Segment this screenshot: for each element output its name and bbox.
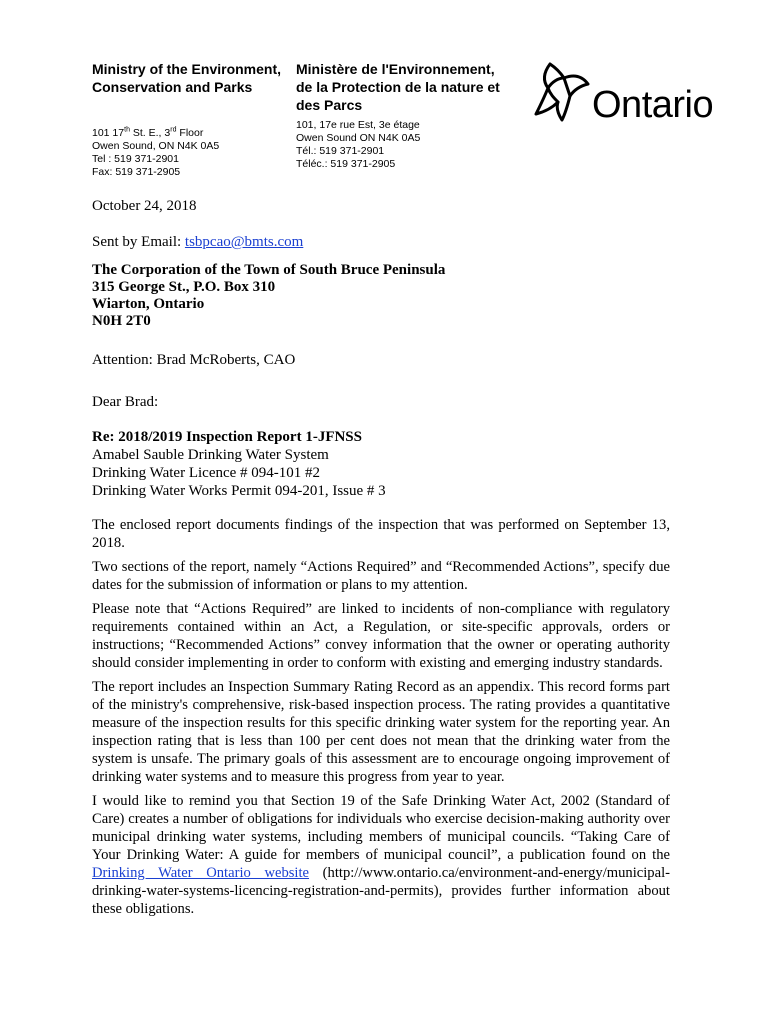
recipient-address bbox=[92, 262, 445, 330]
french-fax: Téléc.: 519 371-2905 bbox=[296, 158, 396, 170]
english-phone: Tel : 519 371-2901 bbox=[92, 153, 179, 165]
ministry-address-english bbox=[92, 127, 219, 179]
ontario-logo bbox=[530, 58, 720, 128]
sent-by-label: Sent by Email: bbox=[92, 234, 185, 250]
paragraph-2: Two sections of the report, namely “Actions Required” and “Recommended Actions”, specify due dates for the submission of information or plans to my attention. bbox=[92, 559, 670, 593]
letter-body bbox=[92, 516, 670, 924]
drinking-water-ontario-link[interactable]: Drinking Water Ontario website bbox=[92, 865, 310, 881]
english-address-line1: 101 17th St. E., 3rd Floor bbox=[92, 126, 204, 139]
french-address-line2: Owen Sound ON N4K 0A5 bbox=[296, 132, 421, 144]
subject-licence: Drinking Water Licence # 094-101 #2 bbox=[92, 465, 321, 481]
letter-date: October 24, 2018 bbox=[92, 198, 197, 214]
recipient-line2: 315 George St., P.O. Box 310 bbox=[92, 279, 276, 295]
paragraph-4: The report includes an Inspection Summary Rating Record as an appendix. This record forms part of the ministry's comprehensive, risk-based inspection process. The rating provides a quantitative measure of the inspection results for this specific drinking water system for the reporting year. An inspection rating that is less than 100 per cent does not mean that the drinking water from the system is unsafe. The primary goals of this assessment are to encourage ongoing improvement of drinking water systems and to measure this progress from year to year. bbox=[92, 679, 670, 785]
paragraph-1: The enclosed report documents findings of the inspection that was performed on September 13, 2018. bbox=[92, 517, 670, 551]
trillium-icon bbox=[530, 58, 594, 122]
subject-block bbox=[92, 428, 386, 500]
paragraph-5: I would like to remind you that Section 19 of the Safe Drinking Water Act, 2002 (Standard of Care) creates a number of obligations for individuals who exercise decision-making authority over municipal drinking water systems, including members of municipal councils. “Taking Care of Your Drinking Water: A guide for members of municipal council”, a publication found on the Drinking Water Ontario website (http://www.ontario.ca/environment-and-energy/municipal- drinking-water-systems-licencing-registration-and-permits), provides further information about these obligations. bbox=[92, 793, 670, 917]
subject-system: Amabel Sauble Drinking Water System bbox=[92, 447, 329, 463]
english-address-line2: Owen Sound, ON N4K 0A5 bbox=[92, 140, 220, 152]
ontario-logo-text: Ontario bbox=[592, 84, 714, 126]
ministry-name-french-line2: de la Protection de la nature et bbox=[296, 79, 500, 95]
ministry-name-french bbox=[296, 60, 500, 114]
ministry-name-french-line3: des Parcs bbox=[296, 97, 363, 113]
ministry-name-english bbox=[92, 60, 281, 96]
subject-permit: Drinking Water Works Permit 094-201, Issue # 3 bbox=[92, 483, 386, 499]
ministry-name-english-line1: Ministry of the Environment, bbox=[92, 61, 282, 77]
salutation: Dear Brad: bbox=[92, 394, 159, 410]
recipient-line3: Wiarton, Ontario bbox=[92, 296, 205, 312]
recipient-line1: The Corporation of the Town of South Bruce Peninsula bbox=[92, 262, 446, 278]
recipient-line4: N0H 2T0 bbox=[92, 313, 151, 329]
french-address-line1: 101, 17e rue Est, 3e étage bbox=[296, 119, 420, 131]
english-fax: Fax: 519 371-2905 bbox=[92, 166, 181, 178]
attention-line: Attention: Brad McRoberts, CAO bbox=[92, 352, 296, 368]
recipient-email-link[interactable]: tsbpcao@bmts.com bbox=[184, 234, 304, 250]
ministry-name-english-line2: Conservation and Parks bbox=[92, 79, 253, 95]
ministry-name-french-line1: Ministère de l'Environnement, bbox=[296, 61, 495, 77]
ministry-address-french bbox=[296, 119, 420, 171]
paragraph-3: Please note that “Actions Required” are linked to incidents of non-compliance with regulatory requirements contained within an Act, a Regulation, or site-specific approvals, orders or instructions; “Recommended Actions” convey information that the owner or operating authority should consider implementing in order to conform with existing and emerging industry standards. bbox=[92, 601, 670, 671]
french-phone: Tél.: 519 371-2901 bbox=[296, 145, 385, 157]
subject-line: Re: 2018/2019 Inspection Report 1-JFNSS bbox=[92, 429, 362, 445]
sent-by-email-line bbox=[92, 233, 303, 251]
